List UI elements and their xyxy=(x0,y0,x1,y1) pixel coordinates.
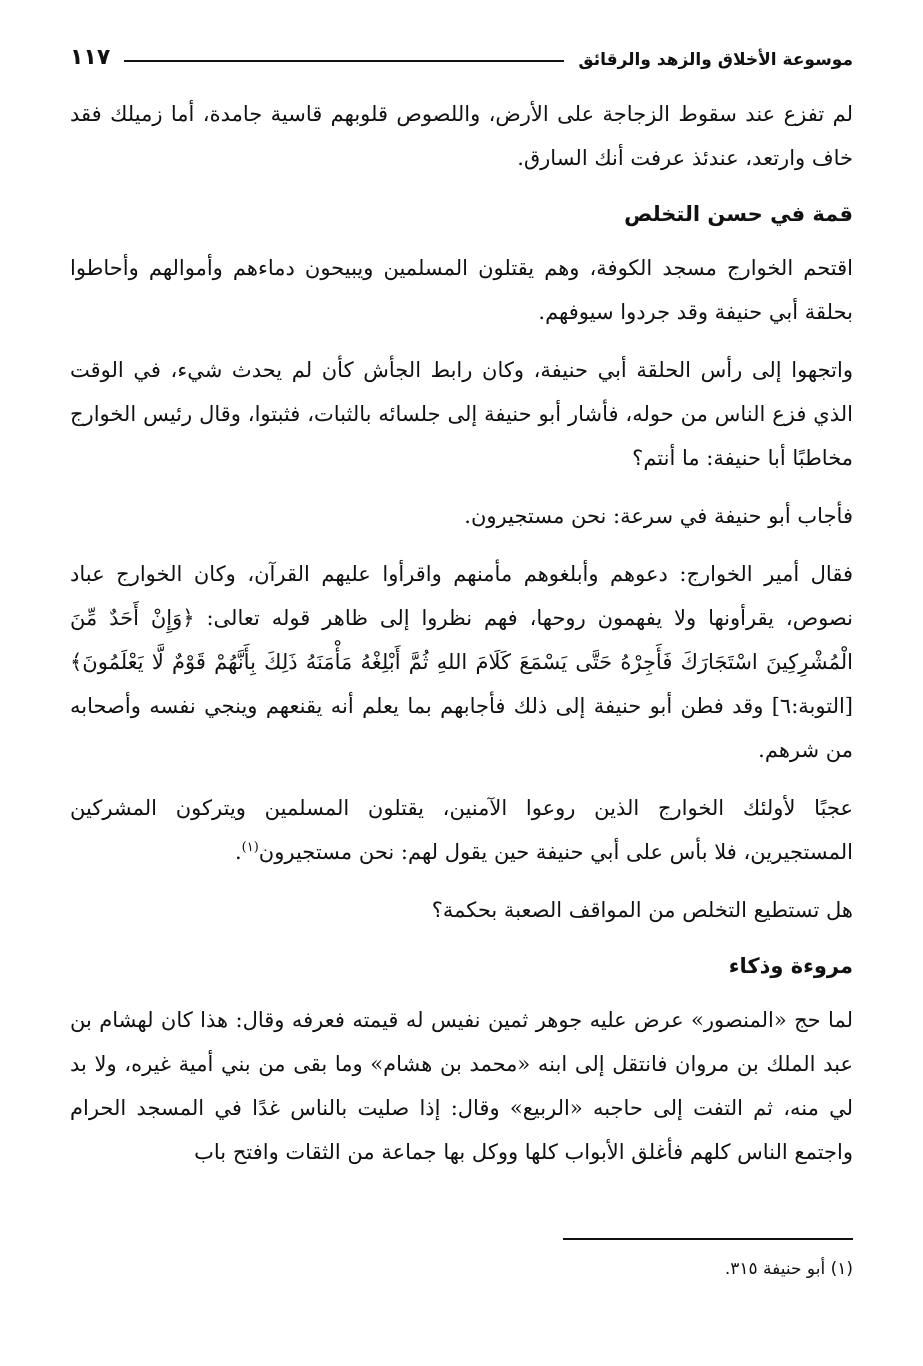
footnote-marker: (١) xyxy=(241,840,259,855)
header-rule xyxy=(124,60,564,62)
footnote-rule xyxy=(563,1238,853,1240)
page-body xyxy=(70,92,853,1174)
paragraph-7: هل تستطيع التخلص من المواقف الصعبة بحكمة؟ xyxy=(431,898,853,922)
paragraph-6-end: . xyxy=(234,840,242,864)
section-heading-1: قمة في حسن التخلص xyxy=(624,202,853,226)
footnote: (١) أبو حنيفة ٣١٥. xyxy=(724,1259,853,1279)
quran-verse: ﴿وَإِنْ أَحَدٌ مِّنَ الْمُشْرِكِينَ اسْتَجَارَكَ فَأَجِرْهُ حَتَّى يَسْمَعَ كَلَامَ اللهِ ثُمَّ أَبْلِغْهُ مَأْمَنَهُ ذَلِكَ بِأَنَّهُمْ قَوْمٌ لَّا يَعْلَمُونَ﴾ xyxy=(70,606,853,674)
paragraph-8: لما حج «المنصور» عرض عليه جوهر ثمين نفيس له قيمته فعرفه وقال: هذا كان لهشام بن عبد الملك بن مروان فانتقل إلى ابنه «محمد بن هشام» وما بقى من بني أمية غيره، ولا بد لي منه، ثم التفت إلى حاجبه «الربيع» وقال: إذا صليت بالناس غدًا في المسجد الحرام واجتمع الناس كلهم فأغلق الأبواب كلها ووكل بها جماعة من الثقات وافتح باب xyxy=(70,1008,853,1164)
paragraph-5 xyxy=(70,552,853,772)
paragraph-3: واتجهوا إلى رأس الحلقة أبي حنيفة، وكان رابط الجأش كأن لم يحدث شيء، في الوقت الذي فزع الناس من حوله، فأشار أبو حنيفة إلى جلسائه بالثبات، فثبتوا، وقال رئيس الخوارج مخاطبًا أبا حنيفة: ما أنتم؟ xyxy=(70,358,853,470)
section-heading-2: مروءة وذكاء xyxy=(728,954,853,978)
paragraph-5-end: وقد فطن أبو حنيفة إلى ذلك فأجابهم بما يعلم أنه يقنعهم وينجي نفسه وأصحابه من شرهم. xyxy=(70,694,853,762)
paragraph-1: لم تفزع عند سقوط الزجاجة على الأرض، واللصوص قلوبهم قاسية جامدة، أما زميلك فقد خاف وارتعد، عندئذ عرفت أنك السارق. xyxy=(70,102,853,170)
page-number: ١١٧ xyxy=(70,45,111,70)
book-title: موسوعة الأخلاق والزهد والرقائق xyxy=(578,50,853,70)
verse-reference: [التوبة:٦] xyxy=(763,694,853,718)
running-header xyxy=(70,30,853,70)
paragraph-6 xyxy=(70,786,853,874)
paragraph-6-text: عجبًا لأولئك الخوارج الذين روعوا الآمنين، يقتلون المسلمين ويتركون المشركين المستجيرين، فلا بأس على أبي حنيفة حين يقول لهم: نحن مستجيرون xyxy=(70,796,853,864)
paragraph-4: فأجاب أبو حنيفة في سرعة: نحن مستجيرون. xyxy=(464,504,853,528)
paragraph-2: اقتحم الخوارج مسجد الكوفة، وهم يقتلون المسلمين ويبيحون دماءهم وأموالهم وأحاطوا بحلقة أبي حنيفة وقد جردوا سيوفهم. xyxy=(70,256,853,324)
book-page xyxy=(70,30,853,1346)
paragraph-5-text: فقال أمير الخوارج: دعوهم وأبلغوهم مأمنهم واقرأوا عليهم القرآن، وكان الخوارج عباد نصوص، يقرأونها ولا يفهمون روحها، فهم نظروا إلى ظاهر قوله تعالى: xyxy=(70,562,853,630)
